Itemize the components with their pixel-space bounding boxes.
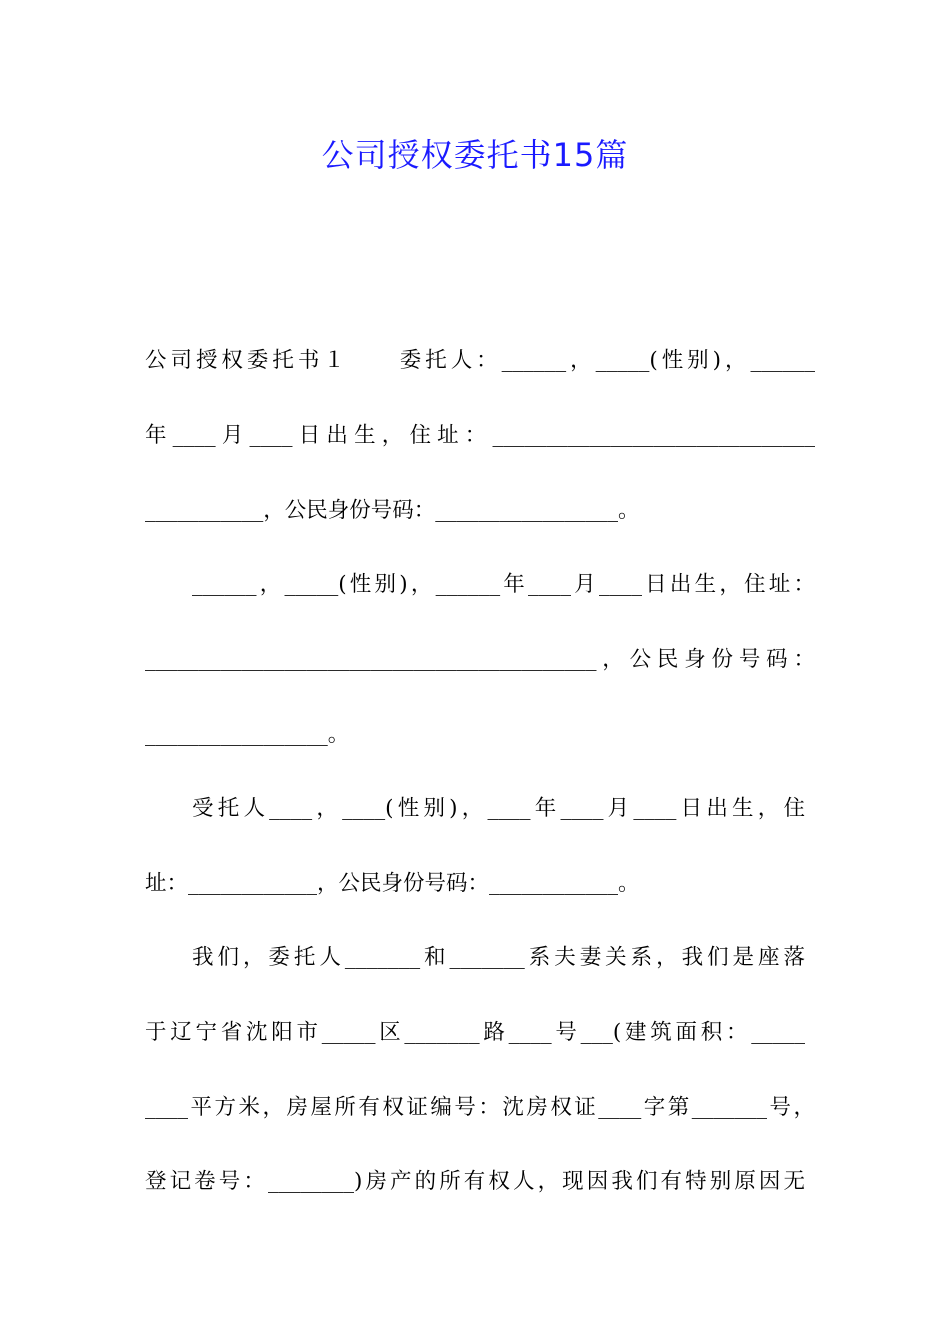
body-line-7: 受托人____，____(性别)，____年____月____日出生，住	[192, 796, 805, 821]
body-line-8: 址：____________，公民身份号码：____________。	[145, 871, 640, 896]
body-line-11: ____平方米，房屋所有权证编号：沈房权证____字第_______号，	[145, 1095, 815, 1120]
document-title: 公司授权委托书15篇	[321, 136, 629, 174]
body-line-2: 年____月____日出生，住址：______________________________	[145, 423, 815, 448]
body-line-1: 公司授权委托书１ 委托人：______，_____(性别)，______	[145, 348, 815, 373]
body-line-12: 登记卷号：________)房产的所有权人，现因我们有特别原因无	[145, 1169, 805, 1194]
body-line-3: ___________，公民身份号码：_________________。	[145, 498, 640, 523]
body-line-5: __________________________________________，公民身份号码：	[145, 647, 815, 672]
body-line-9: 我们，委托人_______和_______系夫妻关系，我们是座落	[192, 945, 805, 970]
body-line-6: _________________。	[145, 722, 350, 747]
body-line-4: ______，_____(性别)，______年____月____日出生，住址：	[192, 572, 815, 597]
body-line-10: 于辽宁省沈阳市_____区_______路____号___(建筑面积：_____	[145, 1020, 805, 1045]
